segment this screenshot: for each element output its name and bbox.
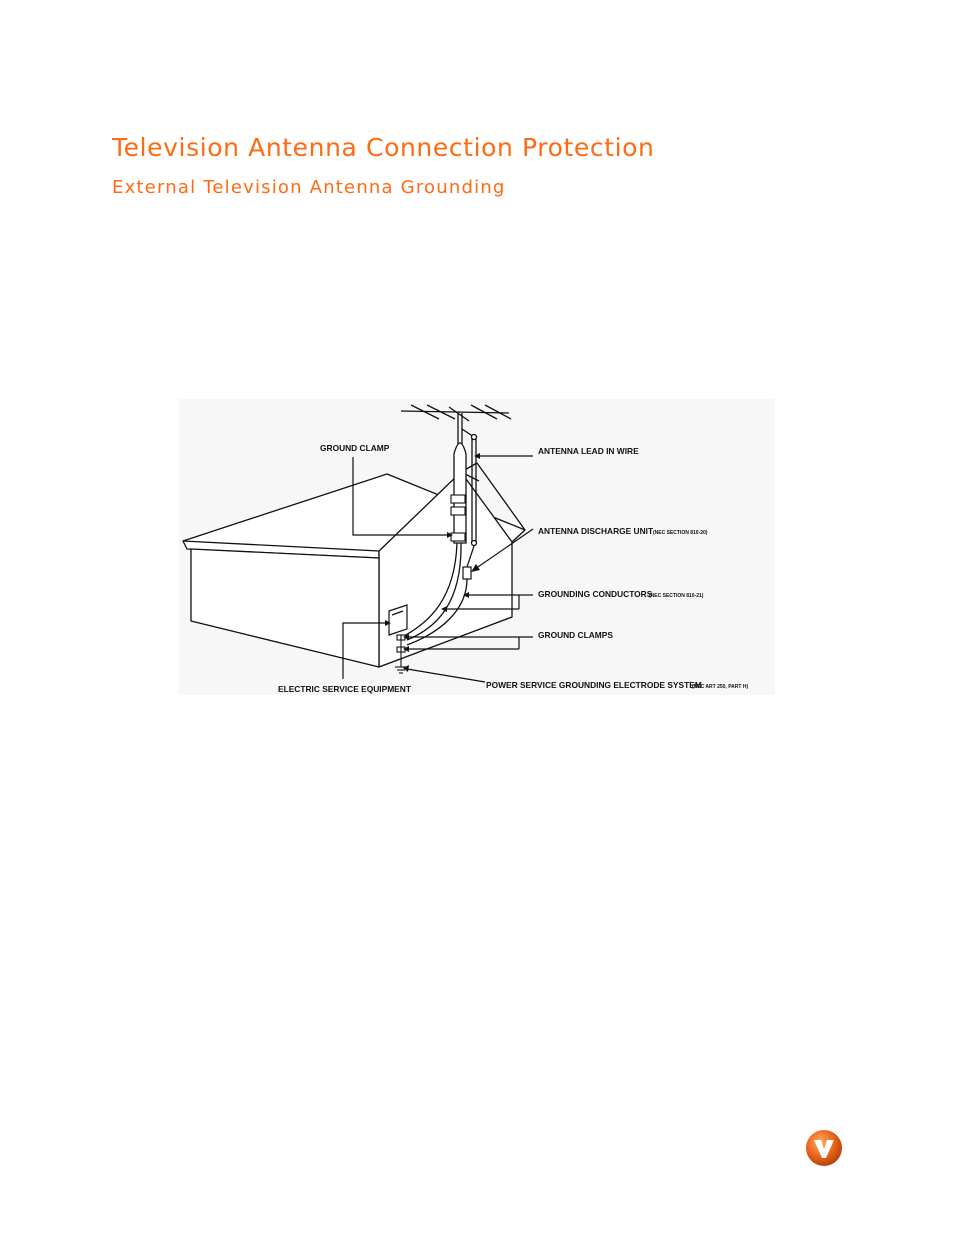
electric-service-box	[389, 605, 407, 635]
antenna-grounding-diagram	[179, 399, 775, 695]
note-discharge-unit: (NEC SECTION 810-20)	[653, 530, 708, 536]
brand-v-logo-icon	[805, 1129, 843, 1167]
label-antenna-discharge-unit: ANTENNA DISCHARGE UNIT	[538, 526, 654, 536]
house-side-wall	[191, 549, 379, 667]
label-power-service-grounding: POWER SERVICE GROUNDING ELECTRODE SYSTEM	[486, 680, 702, 690]
grounding-diagram-svg	[179, 399, 775, 695]
page-title: Television Antenna Connection Protection	[112, 133, 655, 162]
section-subtitle: External Television Antenna Grounding	[112, 177, 506, 198]
label-ground-clamp: GROUND CLAMP	[320, 443, 390, 453]
label-antenna-lead-in-wire: ANTENNA LEAD IN WIRE	[538, 446, 639, 456]
label-grounding-conductors: GROUNDING CONDUCTORS	[538, 589, 653, 599]
note-power-service: (NEC ART 250, PART H)	[692, 684, 749, 690]
note-grounding-conductors: (NEC SECTION 810-21)	[649, 593, 704, 599]
label-ground-clamps: GROUND CLAMPS	[538, 630, 613, 640]
label-electric-service-equipment: ELECTRIC SERVICE EQUIPMENT	[278, 684, 411, 694]
